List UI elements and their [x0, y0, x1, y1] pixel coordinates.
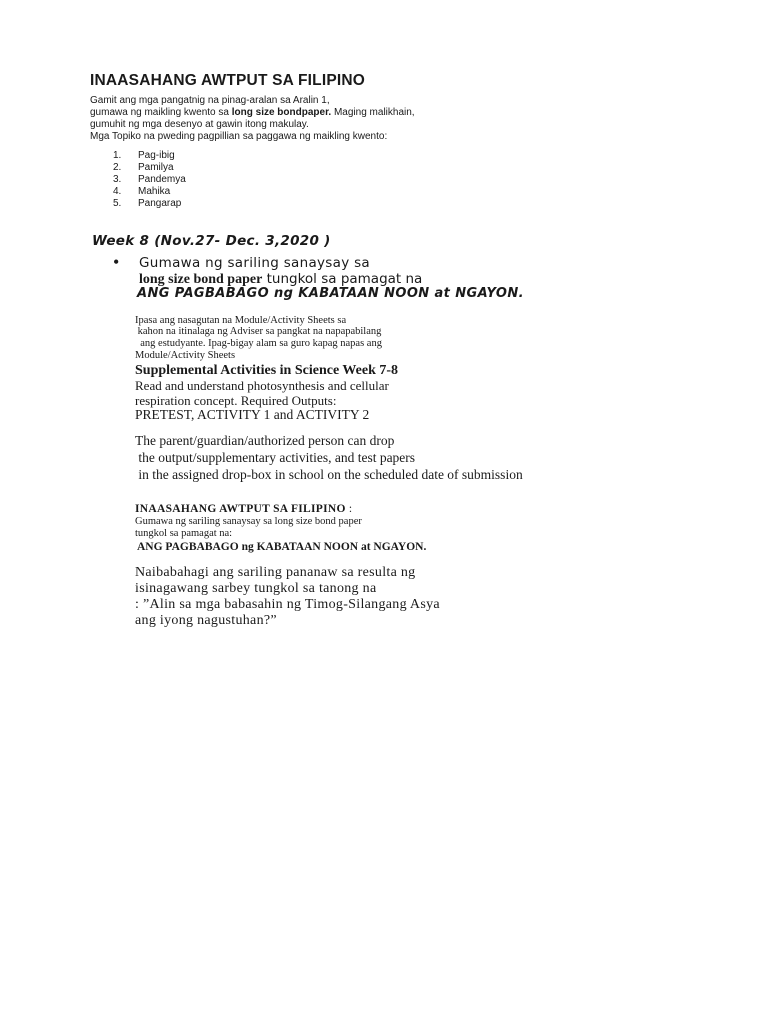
- page-title: INAASAHANG AWTPUT SA FILIPINO: [90, 72, 366, 89]
- intro-line-4: Mga Topiko na pweding pagpillian sa paggawa ng maikling kwento:: [90, 131, 388, 142]
- list-number: 1.: [113, 150, 122, 161]
- submit-note-line-4: Module/Activity Sheets: [135, 350, 236, 361]
- naibabahagi-line-2: isinagawang sarbey tungkol sa tanong na: [135, 581, 377, 596]
- intro-line-2: [90, 107, 415, 119]
- science-line-1: Read and understand photosynthesis and cellular: [135, 378, 389, 393]
- list-number: 4.: [113, 186, 122, 197]
- list-text: Pangarap: [138, 198, 182, 209]
- list-text: Pag-ibig: [138, 150, 175, 161]
- intro-line-3: gumuhit ng mga desenyo at gawin itong makulay.: [90, 119, 309, 130]
- parent-note-line-3: in the assigned drop-box in school on the scheduled date of submission: [135, 467, 523, 482]
- list-number: 2.: [113, 162, 122, 173]
- submit-note-line-1: Ipasa ang nasagutan na Module/Activity Sheets sa: [135, 315, 347, 326]
- science-heading: Supplemental Activities in Science Week 7-8: [135, 363, 399, 378]
- filipino-line-2: tungkol sa pamagat na:: [135, 528, 233, 539]
- task-line-1: Gumawa ng sariling sanaysay sa: [139, 255, 371, 271]
- filipino-title: ANG PAGBABAGO ng KABATAAN NOON at NGAYON.: [137, 541, 427, 553]
- list-number: 3.: [113, 174, 122, 185]
- list-text: Pamilya: [138, 162, 174, 173]
- parent-note-line-1: The parent/guardian/authorized person can drop: [135, 433, 395, 448]
- naibabahagi-line-4: ang iyong nagustuhan?”: [135, 613, 277, 628]
- task-title: ANG PAGBABAGO ng KABATAAN NOON at NGAYON.: [137, 286, 524, 301]
- filipino-heading: [135, 503, 352, 515]
- task-line-2-bold: long size bond paper: [139, 272, 263, 287]
- intro-line-1: Gamit ang mga pangatnig na pinag-aralan sa Aralin 1,: [90, 95, 330, 106]
- task-line-2-text: tungkol sa pamagat na: [262, 271, 423, 287]
- week-heading: Week 8 (Nov.27- Dec. 3,2020 ): [92, 233, 331, 249]
- intro-line-2-text: gumawa ng maikling kwento sa: [90, 107, 232, 118]
- list-text: Pandemya: [138, 174, 186, 185]
- filipino-heading-text: INAASAHANG AWTPUT SA FILIPINO: [135, 503, 346, 515]
- naibabahagi-line-3: : ”Alin sa mga babasahin ng Timog-Silangang Asya: [135, 597, 440, 612]
- list-text: Mahika: [138, 186, 171, 197]
- science-line-2: respiration concept. Required Outputs:: [135, 393, 337, 408]
- list-number: 5.: [113, 198, 122, 209]
- bullet-icon: •: [113, 252, 120, 272]
- intro-line-2-end: Maging malikhain,: [331, 107, 415, 118]
- parent-note-line-2: the output/supplementary activities, and test papers: [135, 450, 416, 465]
- naibabahagi-line-1: Naibabahagi ang sariling pananaw sa resulta ng: [135, 565, 416, 580]
- submit-note-line-2: kahon na itinalaga ng Adviser sa pangkat na napapabilang: [135, 326, 382, 337]
- filipino-line-1: Gumawa ng sariling sanaysay sa long size bond paper: [135, 516, 362, 527]
- science-line-3: PRETEST, ACTIVITY 1 and ACTIVITY 2: [135, 407, 370, 422]
- intro-line-2-bold: long size bondpaper.: [231, 107, 332, 118]
- submit-note-line-3: ang estudyante. Ipag-bigay alam sa guro kapag napas ang: [135, 338, 382, 349]
- filipino-heading-colon: :: [345, 503, 353, 515]
